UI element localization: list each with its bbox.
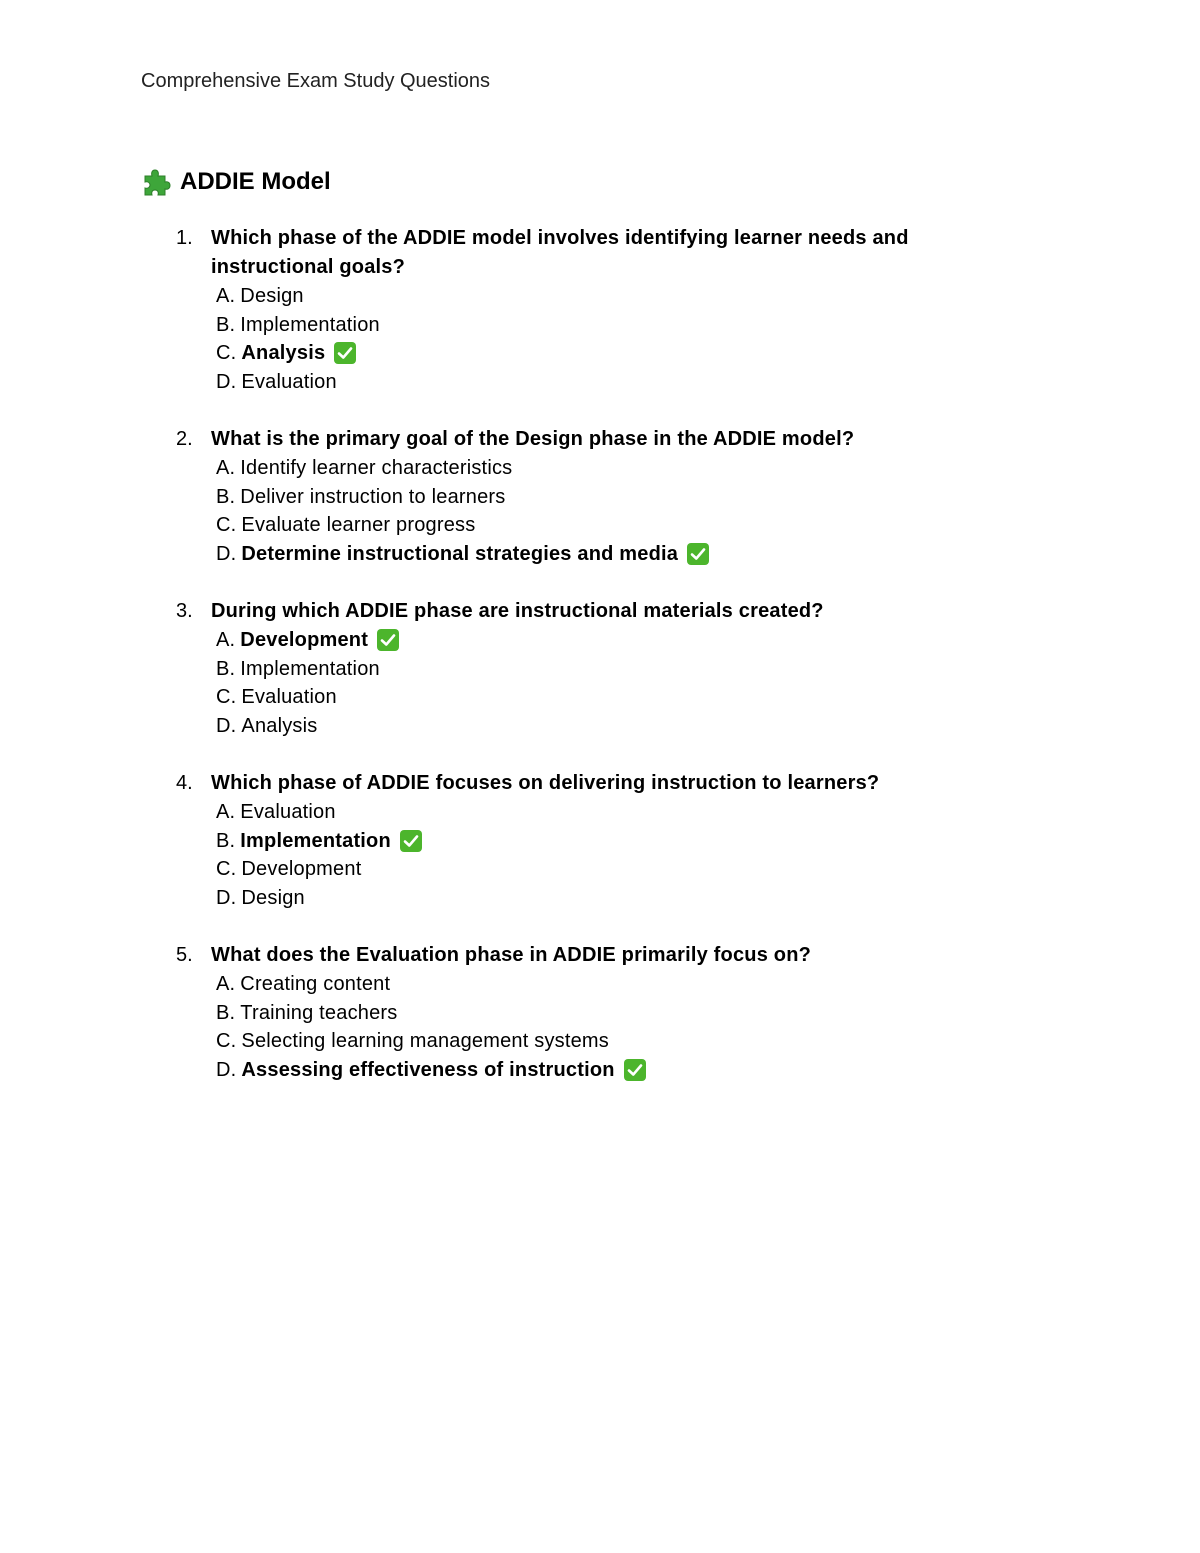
answer-option-correct: [216, 339, 1041, 368]
option-letter: D.: [216, 886, 237, 909]
answer-option: [216, 368, 1041, 397]
answer-option: [216, 1027, 1041, 1056]
page-header-title: Comprehensive Exam Study Questions: [141, 70, 491, 92]
answer-option: [216, 655, 1041, 684]
option-letter: B.: [216, 1001, 236, 1024]
question-list: [141, 224, 1041, 1113]
question-number: 5.: [176, 944, 193, 966]
answer-option: [216, 683, 1041, 712]
option-letter: B.: [216, 657, 236, 680]
option-letter: D.: [216, 370, 237, 393]
section-title-text: ADDIE Model: [180, 168, 331, 195]
option-letter: C.: [216, 686, 237, 708]
option-text: Design: [240, 285, 304, 307]
check-mark-icon: [399, 829, 423, 853]
check-mark-icon: [623, 1058, 647, 1082]
answer-option: [216, 483, 1041, 512]
answer-option: [216, 855, 1041, 884]
check-mark-icon: [686, 542, 710, 566]
answer-option: [216, 712, 1041, 741]
option-letter: D.: [216, 714, 237, 737]
option-letter: D.: [216, 1058, 237, 1081]
question-number: 4.: [176, 772, 193, 794]
answer-options: [216, 454, 1041, 568]
option-letter: C.: [216, 514, 237, 536]
question-item: [141, 224, 1041, 396]
option-text: Creating content: [240, 973, 391, 995]
option-text: Implementation: [240, 657, 380, 680]
option-letter: A.: [216, 973, 236, 995]
option-letter: C.: [216, 1030, 237, 1052]
answer-options: [216, 282, 1041, 396]
option-text: Evaluation: [240, 801, 336, 823]
answer-options: [216, 970, 1041, 1084]
option-text: Analysis: [241, 714, 318, 737]
check-mark-icon: [333, 341, 357, 365]
option-text: Analysis: [241, 342, 326, 364]
option-text: Identify learner characteristics: [240, 457, 513, 479]
question-number: 3.: [176, 600, 193, 622]
question-item: [141, 941, 1041, 1084]
option-text: Evaluation: [241, 686, 337, 708]
answer-option-correct: [216, 626, 1041, 655]
option-letter: A.: [216, 629, 236, 651]
answer-option: [216, 999, 1041, 1028]
question-number: 1.: [176, 227, 193, 249]
option-letter: D.: [216, 542, 237, 565]
option-text: Training teachers: [240, 1001, 398, 1024]
option-letter: A.: [216, 285, 236, 307]
option-text: Deliver instruction to learners: [240, 485, 506, 508]
answer-option: [216, 511, 1041, 540]
option-text: Assessing effectiveness of instruction: [241, 1058, 615, 1081]
puzzle-icon: [141, 167, 171, 197]
answer-option: [216, 798, 1041, 827]
option-text: Evaluate learner progress: [241, 514, 476, 536]
answer-options: [216, 626, 1041, 740]
option-text: Determine instructional strategies and media: [241, 542, 679, 565]
answer-options: [216, 798, 1041, 912]
option-text: Selecting learning management systems: [241, 1030, 609, 1052]
check-mark-icon: [376, 628, 400, 652]
option-text: Implementation: [240, 313, 380, 336]
question-item: [141, 769, 1041, 912]
question-item: [141, 425, 1041, 568]
option-letter: B.: [216, 485, 236, 508]
option-text: Development: [241, 858, 362, 880]
option-letter: B.: [216, 829, 236, 852]
option-letter: A.: [216, 801, 236, 823]
answer-option: [216, 884, 1041, 913]
answer-option: [216, 282, 1041, 311]
answer-option-correct: [216, 827, 1041, 856]
question-text: Which phase of ADDIE focuses on delivering instruction to learners?: [211, 772, 880, 794]
answer-option: [216, 454, 1041, 483]
section-heading: [141, 167, 331, 197]
question-text: Which phase of the ADDIE model involves identifying learner needs and instructional goals?: [211, 227, 909, 278]
option-letter: A.: [216, 457, 236, 479]
option-text: Design: [241, 886, 305, 909]
question-text: What is the primary goal of the Design phase in the ADDIE model?: [211, 428, 855, 450]
question-text: During which ADDIE phase are instructional materials created?: [211, 600, 824, 622]
option-letter: C.: [216, 858, 237, 880]
option-text: Development: [240, 629, 369, 651]
question-item: [141, 597, 1041, 740]
answer-option: [216, 970, 1041, 999]
answer-option-correct: [216, 1056, 1041, 1085]
option-text: Evaluation: [241, 370, 337, 393]
option-letter: C.: [216, 342, 237, 364]
question-text: What does the Evaluation phase in ADDIE primarily focus on?: [211, 944, 812, 966]
question-number: 2.: [176, 428, 193, 450]
option-letter: B.: [216, 313, 236, 336]
answer-option-correct: [216, 540, 1041, 569]
option-text: Implementation: [240, 829, 391, 852]
answer-option: [216, 311, 1041, 340]
